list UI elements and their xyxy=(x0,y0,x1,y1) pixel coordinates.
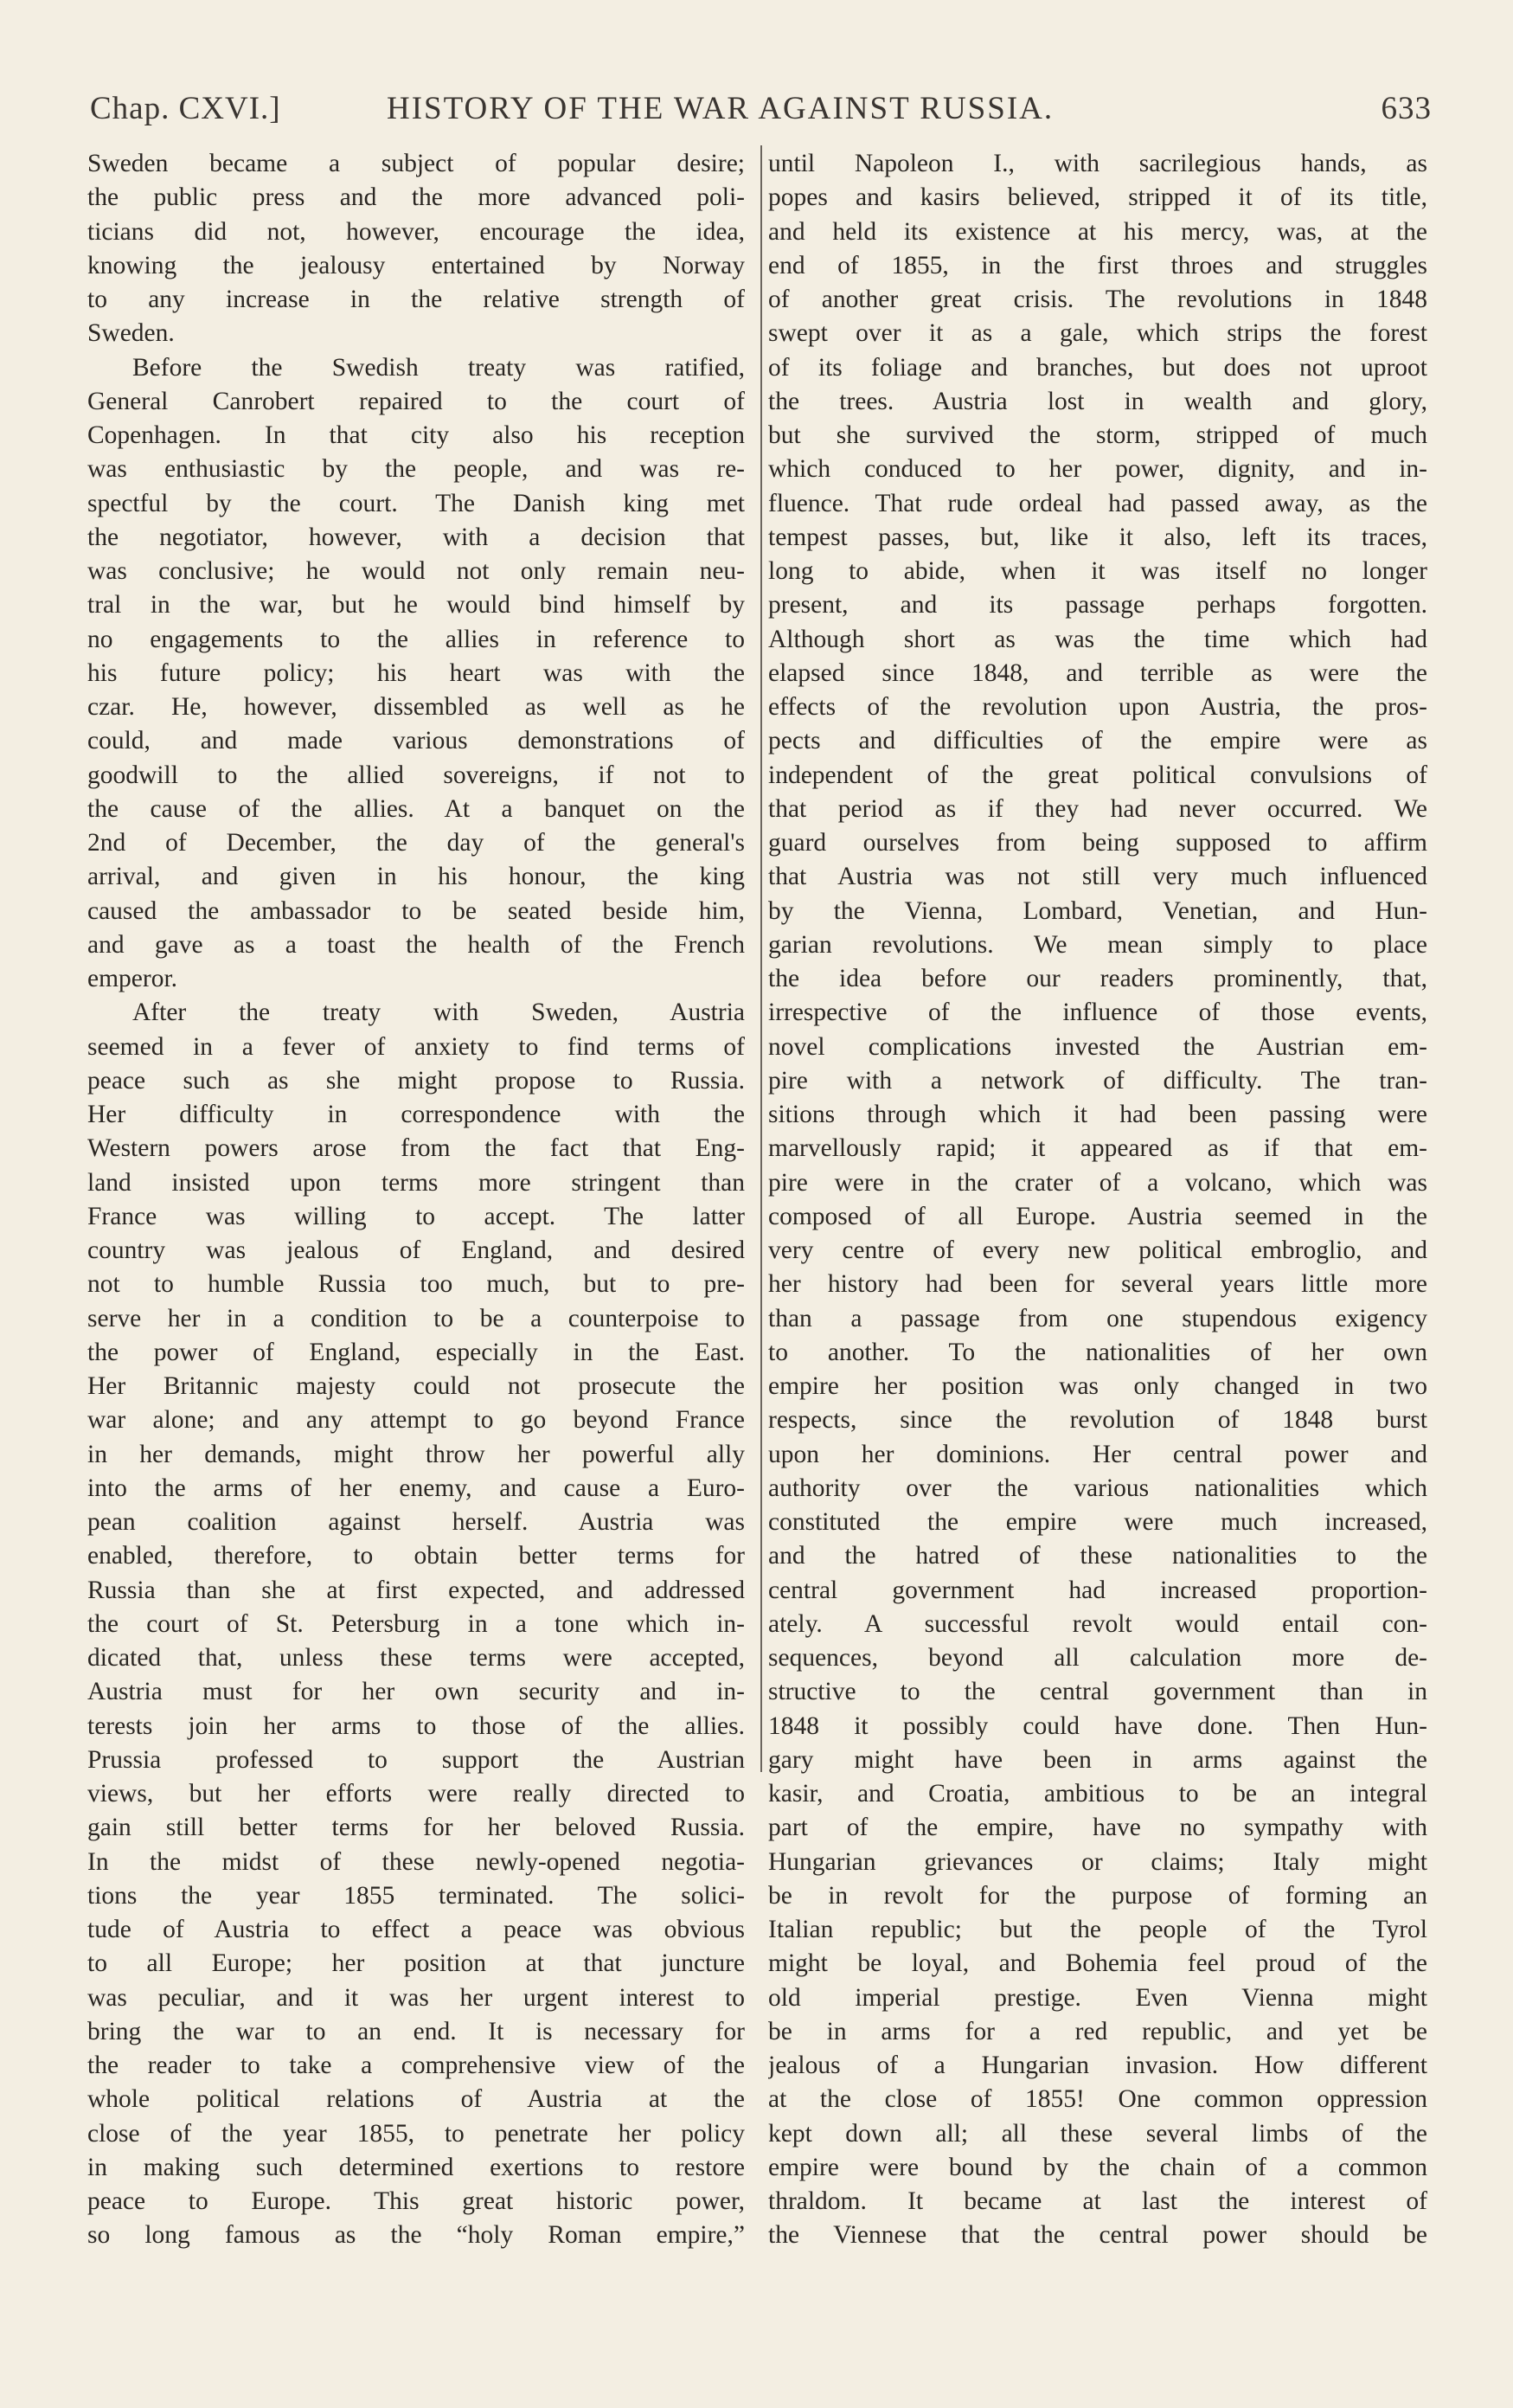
text-line: empire her position was only changed in two xyxy=(768,1372,1427,1400)
text-line: than a passage from one stupendous exigency xyxy=(768,1304,1427,1332)
text-line: independent of the great political convulsions of xyxy=(768,761,1427,789)
text-line: czar. He, however, dissembled as well as he xyxy=(87,693,745,721)
text-line: popes and kasirs believed, stripped it of its title, xyxy=(768,183,1427,212)
text-line: 1848 it possibly could have done. Then Hun- xyxy=(768,1711,1427,1740)
text-line: tral in the war, but he would bind himself by xyxy=(87,591,745,620)
text-line: part of the empire, have no sympathy with xyxy=(768,1814,1427,1842)
text-line: tions the year 1855 terminated. The solici- xyxy=(87,1881,745,1910)
text-line: not to humble Russia too much, but to pre- xyxy=(87,1270,745,1299)
text-line: 2nd of December, the day of the general's xyxy=(87,829,745,857)
text-line: authority over the various nationalities which xyxy=(768,1474,1427,1502)
text-line: might be loyal, and Bohemia feel proud of the xyxy=(768,1949,1427,1978)
text-line: end of 1855, in the first throes and struggles xyxy=(768,251,1427,279)
text-line: arrival, and given in his honour, the king xyxy=(87,863,745,891)
text-line: Prussia professed to support the Austrian xyxy=(87,1745,745,1774)
text-line: be in revolt for the purpose of forming an xyxy=(768,1881,1427,1910)
text-line: whole political relations of Austria at the xyxy=(87,2085,745,2114)
text-line: jealous of a Hungarian invasion. How different xyxy=(768,2052,1427,2079)
text-line: ticians did not, however, encourage the idea, xyxy=(87,217,745,246)
running-title: HISTORY OF THE WAR AGAINST RUSSIA. xyxy=(387,91,1055,126)
text-line: bring the war to an end. It is necessary for xyxy=(87,2017,745,2045)
text-line: was peculiar, and it was her urgent interest to xyxy=(87,1983,745,2012)
text-line: After the treaty with Sweden, Austria xyxy=(132,999,745,1027)
text-line: pean coalition against herself. Austria was xyxy=(87,1508,745,1536)
text-line: kept down all; all these several limbs of the xyxy=(768,2119,1427,2148)
text-line: until Napoleon I., with sacrilegious hands, as xyxy=(768,150,1427,177)
text-line: the power of England, especially in the East. xyxy=(87,1338,745,1366)
text-line: to all Europe; her position at that juncture xyxy=(87,1949,745,1978)
text-line: sequences, beyond all calculation more de- xyxy=(768,1644,1427,1672)
text-line: sitions through which it had been passing were xyxy=(768,1101,1427,1128)
text-line: of its foliage and branches, but does not uproot xyxy=(768,353,1427,382)
text-line: central government had increased proportion- xyxy=(768,1576,1427,1604)
text-line: the court of St. Petersburg in a tone which in- xyxy=(87,1609,745,1638)
text-line: at the close of 1855! One common oppression xyxy=(768,2085,1427,2114)
text-line: country was jealous of England, and desired xyxy=(87,1236,745,1264)
text-line: Although short as was the time which had xyxy=(768,625,1427,653)
text-line: the reader to take a comprehensive view of the xyxy=(87,2052,745,2079)
text-line: swept over it as a gale, which strips the forest xyxy=(768,319,1427,348)
text-line: long to abide, when it was itself no longer xyxy=(768,557,1427,585)
right-column xyxy=(768,147,1427,2253)
text-line: tempest passes, but, like it also, left its traces, xyxy=(768,523,1427,551)
text-line: irrespective of the influence of those events, xyxy=(768,999,1427,1027)
text-line: seemed in a fever of anxiety to find terms of xyxy=(87,1032,745,1061)
text-line: pire with a network of difficulty. The tran- xyxy=(768,1066,1427,1095)
text-line: and gave as a toast the health of the French xyxy=(87,930,745,959)
text-line: to any increase in the relative strength of xyxy=(87,286,745,313)
text-line: and the hatred of these nationalities to the xyxy=(768,1542,1427,1570)
text-line: that Austria was not still very much influenced xyxy=(768,863,1427,891)
text-line: respects, since the revolution of 1848 burst xyxy=(768,1406,1427,1435)
text-line: knowing the jealousy entertained by Norway xyxy=(87,251,745,279)
text-line: war alone; and any attempt to go beyond France xyxy=(87,1406,745,1435)
text-line: and held its existence at his mercy, was, at the xyxy=(768,217,1427,246)
text-line: upon her dominions. Her central power and xyxy=(768,1440,1427,1468)
text-line: the public press and the more advanced poli- xyxy=(87,183,745,212)
running-header xyxy=(87,90,1432,133)
text-line: to another. To the nationalities of her own xyxy=(768,1338,1427,1366)
text-line: which conduced to her power, dignity, and in- xyxy=(768,455,1427,484)
text-line: ately. A successful revolt would entail con- xyxy=(768,1609,1427,1638)
text-line: the Viennese that the central power should be xyxy=(768,2221,1427,2250)
text-line: that period as if they had never occurred. We xyxy=(768,794,1427,823)
text-line: In the midst of these newly-opened negotia- xyxy=(87,1847,745,1876)
text-line: gary might have been in arms against the xyxy=(768,1745,1427,1774)
text-line: was conclusive; he would not only remain neu- xyxy=(87,557,745,585)
text-line: effects of the revolution upon Austria, the pros- xyxy=(768,693,1427,721)
chapter-label: Chap. CXVI.] xyxy=(90,91,281,126)
text-line: serve her in a condition to be a counterpoise to xyxy=(87,1304,745,1332)
text-line: empire were bound by the chain of a common xyxy=(768,2153,1427,2181)
text-line: constituted the empire were much increased, xyxy=(768,1508,1427,1536)
text-line: guard ourselves from being supposed to affirm xyxy=(768,829,1427,857)
text-line: into the arms of her enemy, and cause a Euro- xyxy=(87,1474,745,1502)
text-line: marvellously rapid; it appeared as if that em- xyxy=(768,1134,1427,1163)
text-line: close of the year 1855, to penetrate her policy xyxy=(87,2119,745,2148)
text-line: no engagements to the allies in reference to xyxy=(87,625,745,653)
text-line: Sweden. xyxy=(87,319,175,348)
text-line: Austria must for her own security and in- xyxy=(87,1678,745,1706)
text-line: Western powers arose from the fact that Eng- xyxy=(87,1134,745,1163)
text-line: Russia than she at first expected, and addressed xyxy=(87,1576,745,1604)
text-line: his future policy; his heart was with the xyxy=(87,658,745,687)
text-line: so long famous as the “holy Roman empire,” xyxy=(87,2221,745,2250)
text-line: be in arms for a red republic, and yet be xyxy=(768,2017,1427,2045)
text-line: France was willing to accept. The latter xyxy=(87,1202,745,1230)
text-line: tude of Austria to effect a peace was obvious xyxy=(87,1916,745,1943)
column-divider xyxy=(760,145,762,1772)
text-line: thraldom. It became at last the interest of xyxy=(768,2187,1427,2215)
text-line: Sweden became a subject of popular desire; xyxy=(87,150,745,177)
text-line: in making such determined exertions to restore xyxy=(87,2153,745,2181)
text-line: terests join her arms to those of the allies. xyxy=(87,1711,745,1740)
text-line: was enthusiastic by the people, and was re- xyxy=(87,455,745,484)
text-line: composed of all Europe. Austria seemed in the xyxy=(768,1202,1427,1230)
text-line: spectful by the court. The Danish king met xyxy=(87,489,745,517)
text-line: structive to the central government than in xyxy=(768,1678,1427,1706)
text-line: land insisted upon terms more stringent than xyxy=(87,1168,745,1197)
text-line: enabled, therefore, to obtain better terms for xyxy=(87,1542,745,1570)
text-line: could, and made various demonstrations of xyxy=(87,727,745,755)
text-line: fluence. That rude ordeal had passed away, as the xyxy=(768,489,1427,517)
text-line: Italian republic; but the people of the Tyrol xyxy=(768,1916,1427,1943)
text-line: emperor. xyxy=(87,965,178,992)
text-line: elapsed since 1848, and terrible as were the xyxy=(768,658,1427,687)
text-line: Before the Swedish treaty was ratified, xyxy=(132,353,745,382)
text-line: peace to Europe. This great historic power, xyxy=(87,2187,745,2215)
text-line: Hungarian grievances or claims; Italy might xyxy=(768,1847,1427,1876)
text-line: Her difficulty in correspondence with the xyxy=(87,1101,745,1128)
text-line: pects and difficulties of the empire were as xyxy=(768,727,1427,755)
text-line: but she survived the storm, stripped of much xyxy=(768,421,1427,449)
text-line: by the Vienna, Lombard, Venetian, and Hun- xyxy=(768,896,1427,925)
text-line: very centre of every new political embroglio, and xyxy=(768,1236,1427,1264)
text-line: present, and its passage perhaps forgotten. xyxy=(768,591,1427,620)
text-line: garian revolutions. We mean simply to place xyxy=(768,930,1427,959)
left-column xyxy=(87,147,745,2253)
text-line: the trees. Austria lost in wealth and glory, xyxy=(768,387,1427,415)
text-line: goodwill to the allied sovereigns, if not to xyxy=(87,761,745,789)
text-line: peace such as she might propose to Russia. xyxy=(87,1066,745,1095)
text-line: her history had been for several years little more xyxy=(768,1270,1427,1299)
text-line: General Canrobert repaired to the court of xyxy=(87,387,745,415)
text-line: views, but her efforts were really directed to xyxy=(87,1780,745,1808)
text-line: pire were in the crater of a volcano, which was xyxy=(768,1168,1427,1197)
text-line: old imperial prestige. Even Vienna might xyxy=(768,1983,1427,2012)
text-line: novel complications invested the Austrian em- xyxy=(768,1032,1427,1061)
text-line: gain still better terms for her beloved Russia. xyxy=(87,1814,745,1842)
text-line: Her Britannic majesty could not prosecute the xyxy=(87,1372,745,1400)
text-line: in her demands, might throw her powerful ally xyxy=(87,1440,745,1468)
text-line: the idea before our readers prominently, that, xyxy=(768,965,1427,992)
text-line: caused the ambassador to be seated beside him, xyxy=(87,896,745,925)
text-line: dicated that, unless these terms were accepted, xyxy=(87,1644,745,1672)
text-line: of another great crisis. The revolutions in 1848 xyxy=(768,286,1427,313)
text-line: Copenhagen. In that city also his reception xyxy=(87,421,745,449)
text-line: the negotiator, however, with a decision that xyxy=(87,523,745,551)
text-line: kasir, and Croatia, ambitious to be an integral xyxy=(768,1780,1427,1808)
text-line: the cause of the allies. At a banquet on the xyxy=(87,794,745,823)
page-number: 633 xyxy=(1381,91,1432,126)
